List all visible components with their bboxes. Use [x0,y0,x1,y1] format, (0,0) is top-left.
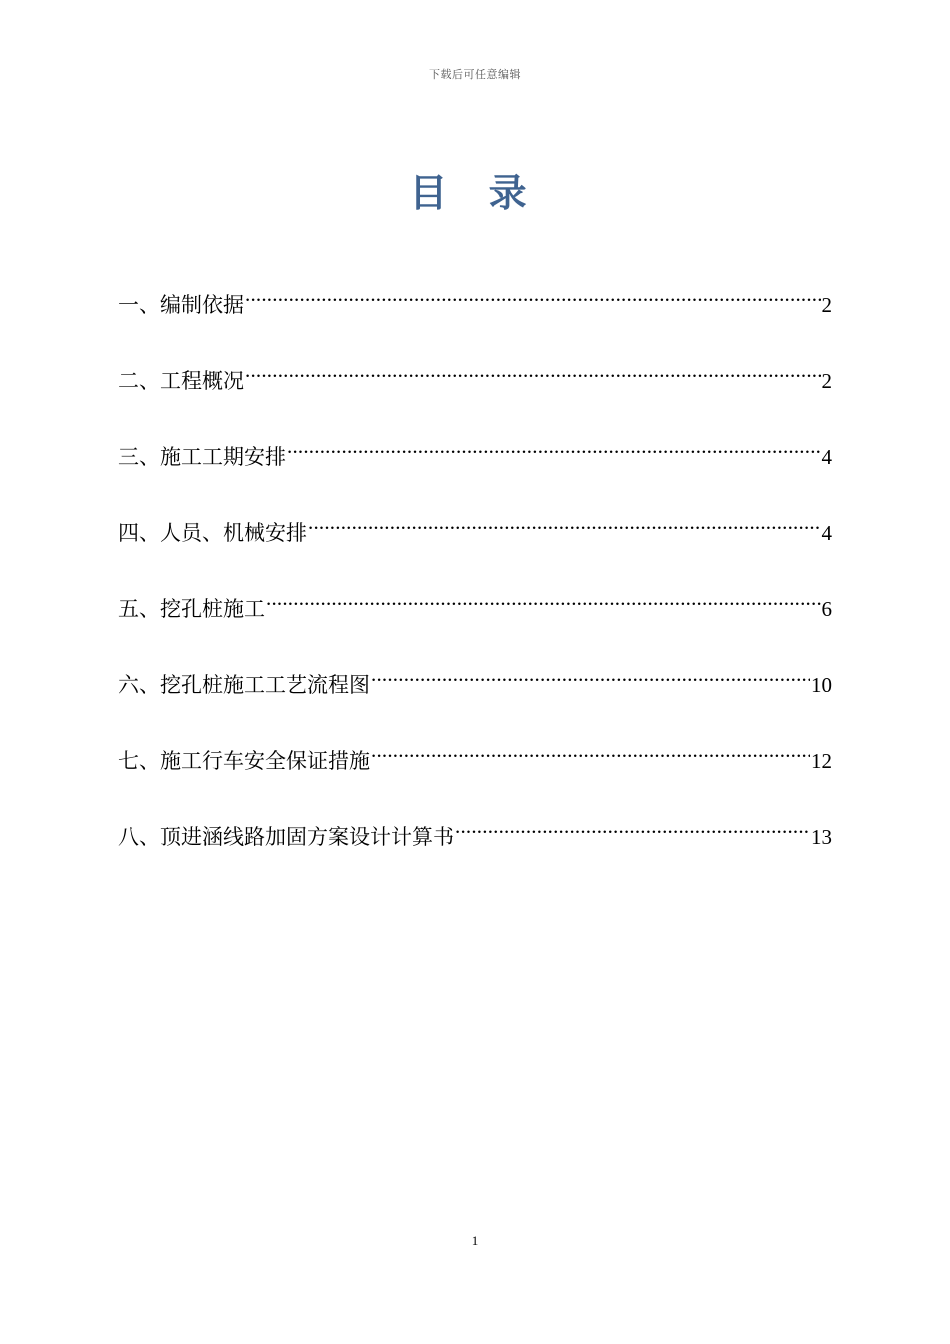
toc-dot-leader [371,732,810,768]
toc-dot-leader [245,352,821,388]
toc-entry-8[interactable] [118,808,832,884]
table-of-contents [118,276,832,884]
toc-entry-page: 4 [821,521,832,545]
toc-entry-page: 2 [821,369,832,393]
toc-dot-leader [371,656,810,692]
toc-entry-7[interactable] [118,732,832,808]
header-note: 下载后可任意编辑 [429,68,521,81]
toc-title: 目 录 [409,171,541,215]
toc-entry-label: 五、挖孔桩施工 [118,597,265,621]
toc-entry-2[interactable] [118,352,832,428]
toc-entry-page: 6 [821,597,832,621]
toc-entry-label: 三、施工工期安排 [118,445,286,469]
toc-dot-leader [245,276,821,312]
toc-entry-label: 二、工程概况 [118,369,244,393]
toc-dot-leader [455,808,810,844]
toc-dot-leader [266,580,821,616]
toc-entry-label: 四、人员、机械安排 [118,521,307,545]
toc-entry-6[interactable] [118,656,832,732]
toc-entry-page: 13 [811,825,832,849]
toc-entry-1[interactable] [118,276,832,352]
toc-entry-label: 六、挖孔桩施工工艺流程图 [118,673,370,697]
toc-entry-3[interactable] [118,428,832,504]
toc-dot-leader [308,504,821,540]
toc-entry-5[interactable] [118,580,832,656]
toc-entry-page: 10 [811,673,832,697]
toc-dot-leader [287,428,821,464]
toc-entry-4[interactable] [118,504,832,580]
toc-entry-label: 七、施工行车安全保证措施 [118,749,370,773]
page-number: 1 [471,1233,479,1248]
toc-entry-page: 2 [821,293,832,317]
toc-entry-label: 一、编制依据 [118,293,244,317]
toc-entry-page: 12 [811,749,832,773]
toc-entry-label: 八、顶进涵线路加固方案设计计算书 [118,825,454,849]
toc-entry-page: 4 [821,445,832,469]
